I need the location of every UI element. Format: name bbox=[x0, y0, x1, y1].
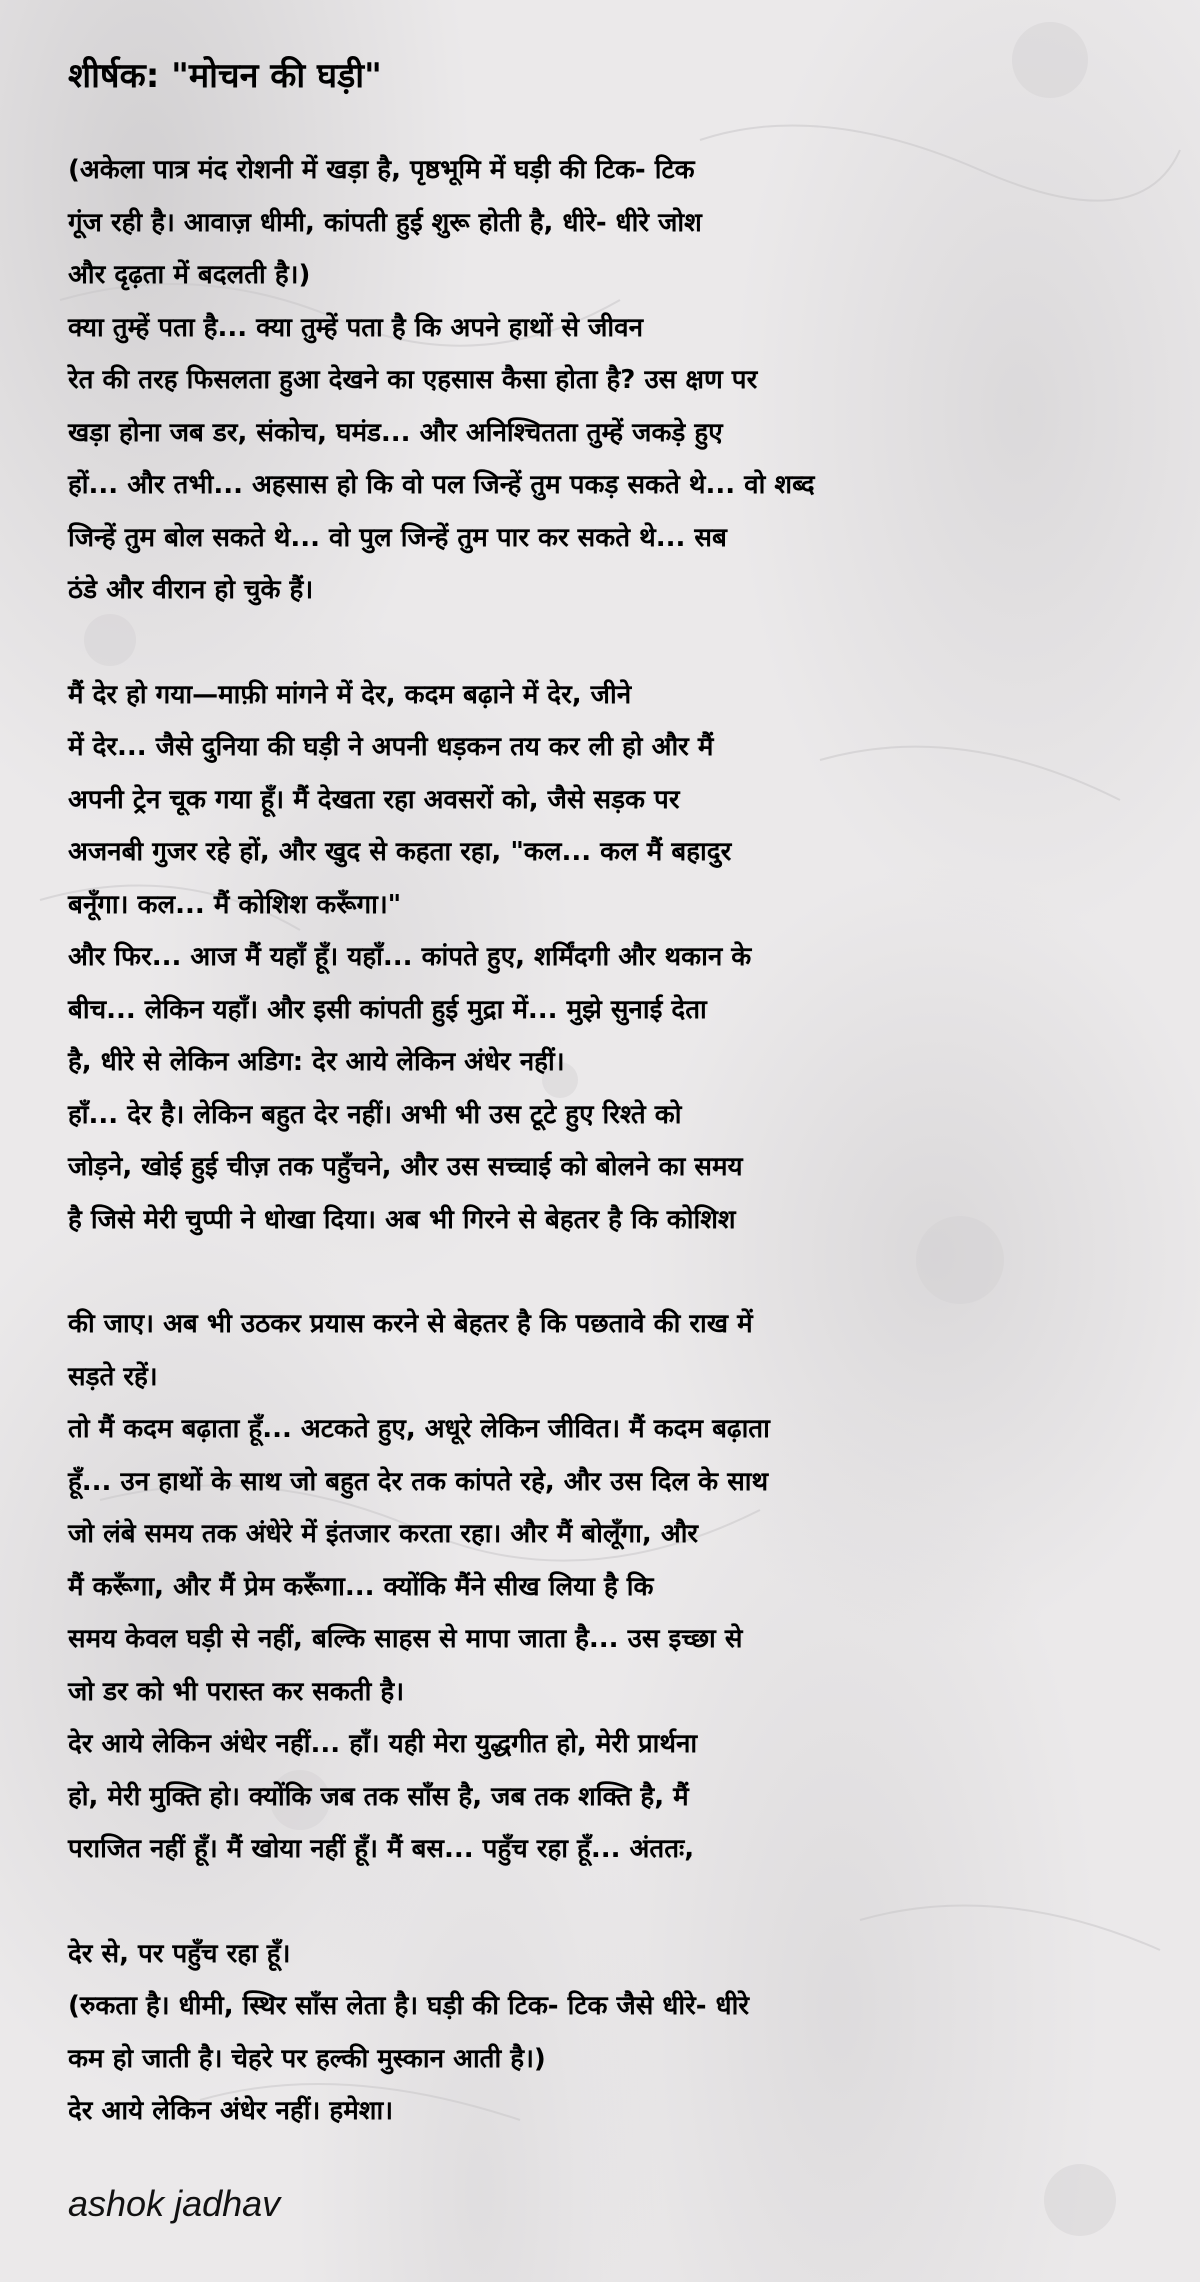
poem-line: जोड़ने, खोई हुई चीज़ तक पहुँचने, और उस सच्चाई को बोलने का समय bbox=[68, 1152, 743, 1182]
poem-line: गूंज रही है। आवाज़ धीमी, कांपती हुई शुरू होती है, धीरे- धीरे जोश bbox=[68, 207, 702, 238]
poem-line: में देर... जैसे दुनिया की घड़ी ने अपनी धड़कन तय कर ली हो और मैं bbox=[68, 732, 714, 762]
poem-line: देर आये लेकिन अंधेर नहीं... हाँ। यही मेरा युद्धगीत हो, मेरी प्रार्थना bbox=[68, 1729, 698, 1759]
poem-line: और फिर... आज मैं यहाँ हूँ। यहाँ... कांपते हुए, शर्मिंदगी और थकान के bbox=[68, 942, 752, 972]
poem-line: ठंडे और वीरान हो चुके हैं। bbox=[68, 575, 314, 605]
poem-stanza bbox=[68, 1928, 1148, 2138]
poem-container bbox=[68, 48, 1148, 2190]
poem-line: रेत की तरह फिसलता हुआ देखने का एहसास कैसा होता है? उस क्षण पर bbox=[68, 365, 758, 395]
poem-line: जो लंबे समय तक अंधेरे में इंतजार करता रहा। और मैं बोलूँगा, और bbox=[68, 1519, 699, 1549]
poem-line: की जाए। अब भी उठकर प्रयास करने से बेहतर है कि पछतावे की राख में bbox=[68, 1309, 753, 1339]
poem-stanza bbox=[68, 144, 1148, 617]
poem-line: देर से, पर पहुँच रहा हूँ। bbox=[68, 1938, 291, 1969]
poem-line: सड़ते रहें। bbox=[68, 1361, 158, 1392]
poem-line: क्या तुम्हें पता है... क्या तुम्हें पता है कि अपने हाथों से जीवन bbox=[68, 312, 644, 343]
poem-line: हों... और तभी... अहसास हो कि वो पल जिन्हें तुम पकड़ सकते थे... वो शब्द bbox=[68, 470, 815, 500]
poem-line: तो मैं कदम बढ़ाता हूँ... अटकते हुए, अधूरे लेकिन जीवित। मैं कदम बढ़ाता bbox=[68, 1414, 770, 1444]
poem-line: अपनी ट्रेन चूक गया हूँ। मैं देखता रहा अवसरों को, जैसे सड़क पर bbox=[68, 784, 680, 815]
poem-line: मैं देर हो गया—माफ़ी मांगने में देर, कदम बढ़ाने में देर, जीने bbox=[68, 679, 632, 710]
poem-line: जो डर को भी परास्त कर सकती है। bbox=[68, 1676, 405, 1707]
poem-line: बीच... लेकिन यहाँ। और इसी कांपती हुई मुद्रा में... मुझे सुनाई देता bbox=[68, 994, 707, 1025]
poem-line: अजनबी गुजर रहे हों, और खुद से कहता रहा, "कल... कल मैं बहादुर bbox=[68, 837, 732, 867]
poem-line: हूँ... उन हाथों के साथ जो बहुत देर तक कांपते रहे, और उस दिल के साथ bbox=[68, 1466, 769, 1497]
poem-line: और दृढ़ता में बदलती है।) bbox=[68, 260, 311, 290]
poem-line: कम हो जाती है। चेहरे पर हल्की मुस्कान आती है।) bbox=[68, 2043, 546, 2074]
poem-body bbox=[68, 144, 1148, 2138]
poem-line: बनूँगा। कल... मैं कोशिश करूँगा।" bbox=[68, 889, 402, 920]
poem-line: (रुकता है। धीमी, स्थिर साँस लेता है। घड़ी की टिक- टिक जैसे धीरे- धीरे bbox=[68, 1991, 749, 2021]
poem-line: पराजित नहीं हूँ। मैं खोया नहीं हूँ। मैं बस... पहुँच रहा हूँ... अंततः, bbox=[68, 1834, 695, 1864]
poem-line: हो, मेरी मुक्ति हो। क्योंकि जब तक साँस है, जब तक शक्ति है, मैं bbox=[68, 1781, 689, 1812]
poem-stanza bbox=[68, 669, 1148, 1247]
poem-line: है, धीरे से लेकिन अडिग: देर आये लेकिन अंधेर नहीं। bbox=[68, 1047, 565, 1077]
poem-line: हाँ... देर है। लेकिन बहुत देर नहीं। अभी भी उस टूटे हुए रिश्ते को bbox=[68, 1099, 682, 1130]
poem-line: जिन्हें तुम बोल सकते थे... वो पुल जिन्हें तुम पार कर सकते थे... सब bbox=[68, 522, 727, 553]
poem-line: समय केवल घड़ी से नहीं, बल्कि साहस से मापा जाता है... उस इच्छा से bbox=[68, 1624, 743, 1654]
poem-line: खड़ा होना जब डर, संकोच, घमंड... और अनिश्चितता तुम्हें जकड़े हुए bbox=[68, 417, 723, 448]
poem-line: मैं करूँगा, और मैं प्रेम करूँगा... क्योंकि मैंने सीख लिया है कि bbox=[68, 1571, 654, 1602]
poem-stanza bbox=[68, 1298, 1148, 1876]
poem-title: शीर्षक: "मोचन की घड़ी" bbox=[68, 56, 382, 96]
poem-line: (अकेला पात्र मंद रोशनी में खड़ा है, पृष्ठभूमि में घड़ी की टिक- टिक bbox=[68, 155, 695, 185]
poem-line: देर आये लेकिन अंधेर नहीं। हमेशा। bbox=[68, 2096, 394, 2126]
author-signature: ashok jadhav bbox=[68, 2183, 281, 2224]
poem-line: है जिसे मेरी चुप्पी ने धोखा दिया। अब भी गिरने से बेहतर है कि कोशिश bbox=[68, 1204, 736, 1235]
